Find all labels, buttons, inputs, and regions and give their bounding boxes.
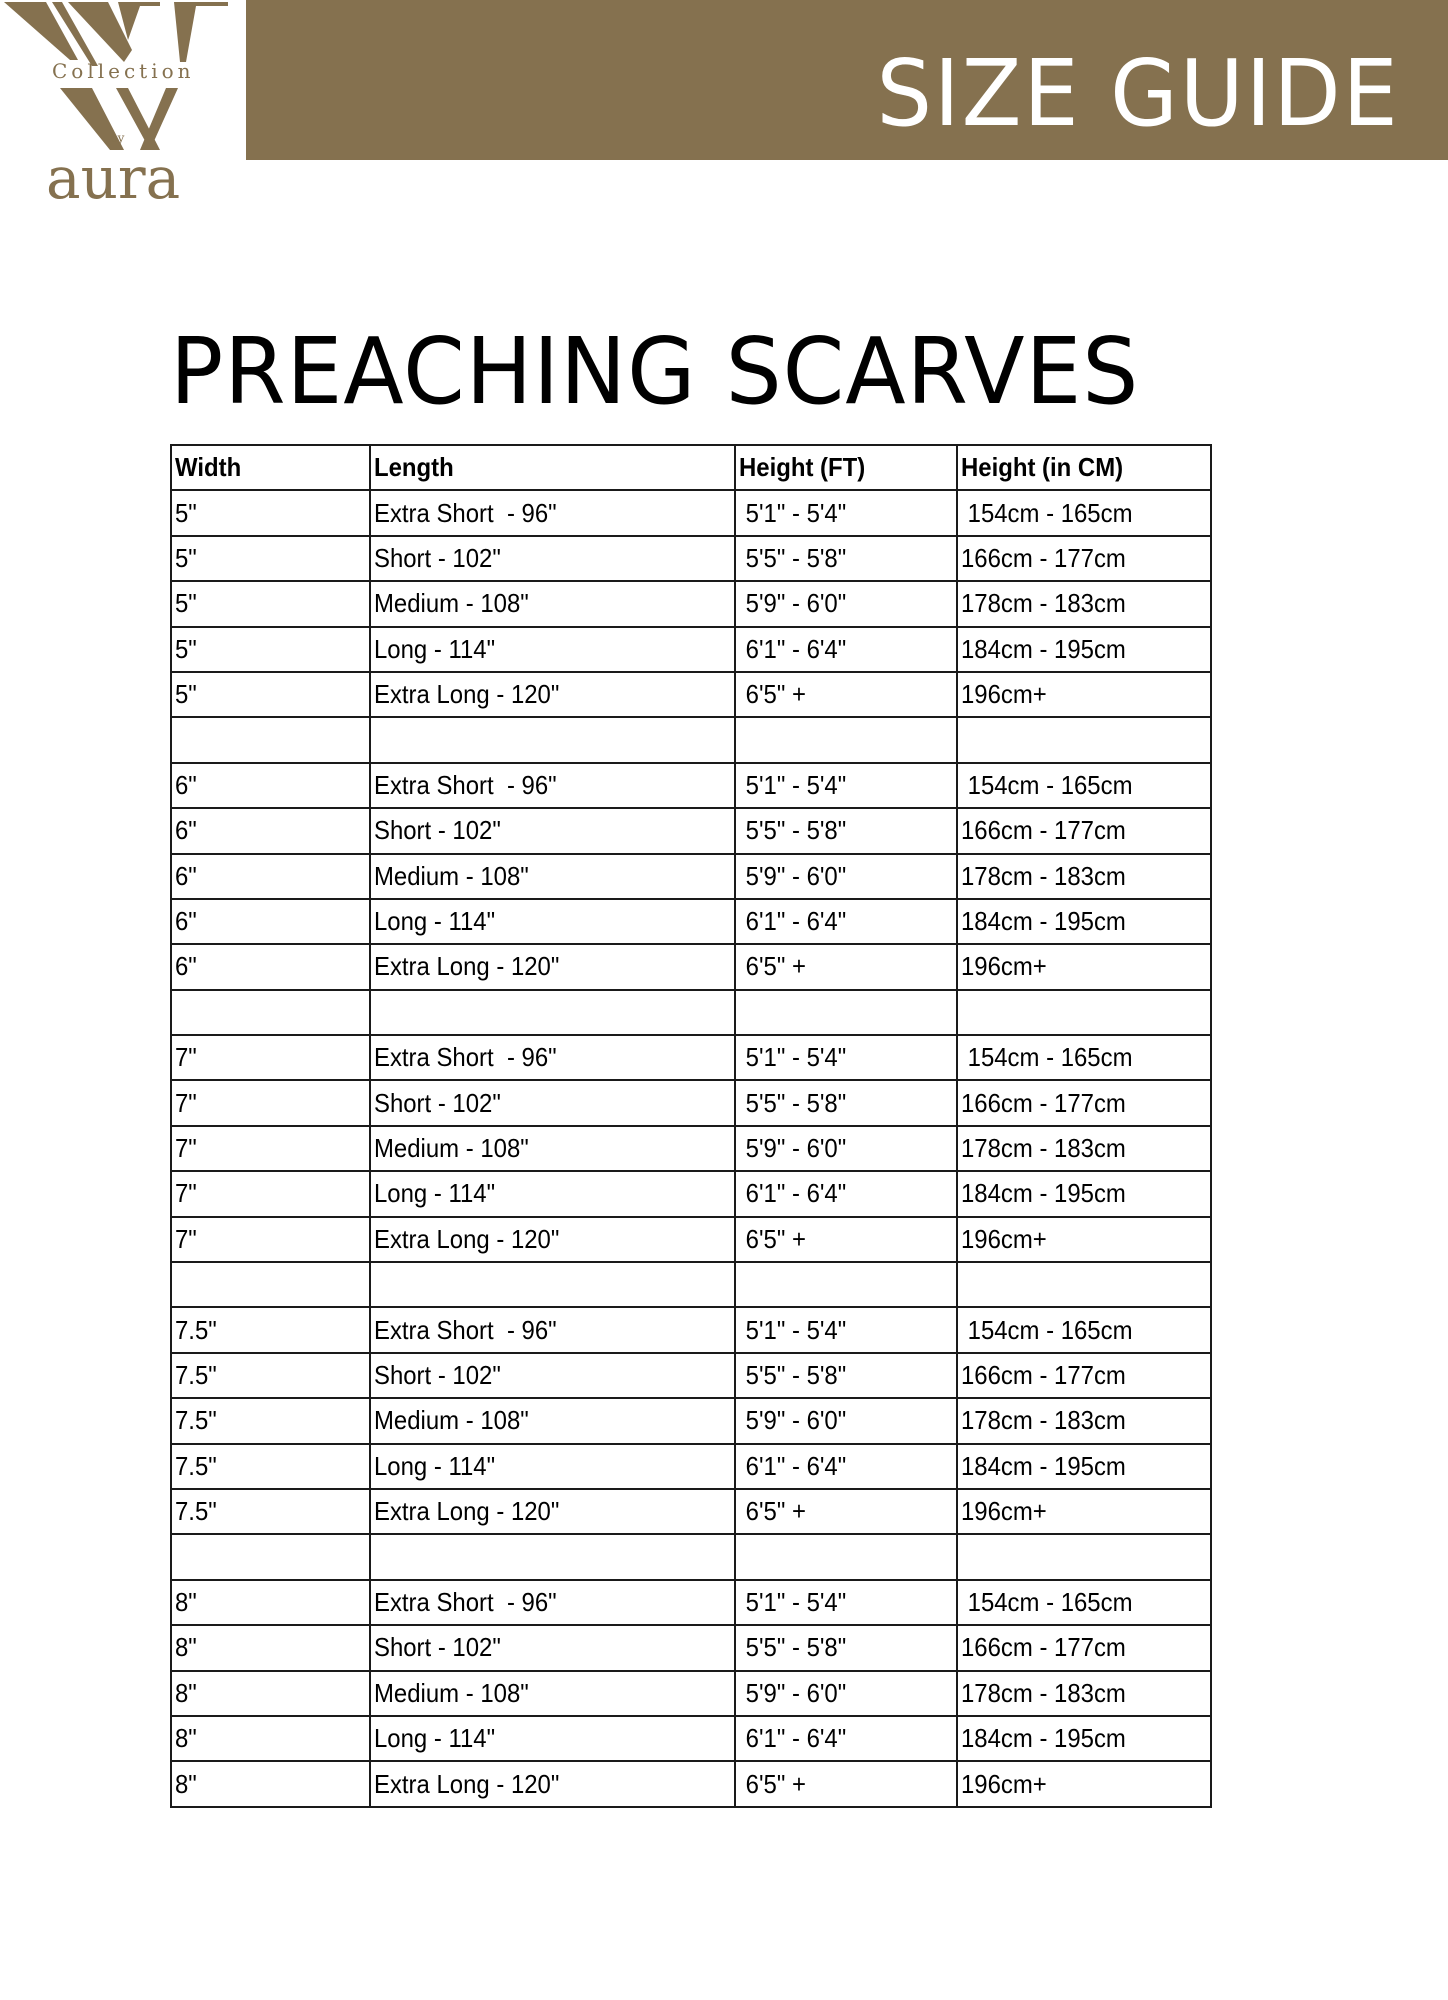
table-spacer-row [171,990,1211,1035]
cell-width: 7.5" [171,1444,370,1489]
cell-length: Long - 114" [370,899,735,944]
cell-height-ft: 5'9" - 6'0" [735,1398,957,1443]
cell-height-cm: 184cm - 195cm [957,1716,1211,1761]
page-title: PREACHING SCARVES [170,318,1140,425]
cell-width: 7.5" [171,1398,370,1443]
cell-height-cm: 154cm - 165cm [957,1580,1211,1625]
table-body [171,490,1211,1806]
cell-height-ft [735,717,957,762]
table-row [171,944,1211,989]
cell-width: 7.5" [171,1489,370,1534]
cell-height-cm: 166cm - 177cm [957,808,1211,853]
cell-height-cm: 196cm+ [957,1489,1211,1534]
cell-height-cm: 178cm - 183cm [957,854,1211,899]
cell-length: Medium - 108" [370,1398,735,1443]
cell-width: 6" [171,944,370,989]
table-row [171,672,1211,717]
cell-length: Medium - 108" [370,581,735,626]
cell-height-ft: 5'1" - 5'4" [735,490,957,535]
cell-width: 8" [171,1580,370,1625]
cell-height-cm: 196cm+ [957,944,1211,989]
table-row [171,1580,1211,1625]
cell-height-cm: 184cm - 195cm [957,899,1211,944]
table-row [171,627,1211,672]
cell-width [171,717,370,762]
cell-height-ft: 5'5" - 5'8" [735,1625,957,1670]
size-table [170,444,1212,1808]
cell-length: Short - 102" [370,808,735,853]
table-row [171,1171,1211,1216]
cell-width: 7" [171,1171,370,1216]
cell-length: Long - 114" [370,1444,735,1489]
cell-height-cm [957,990,1211,1035]
cell-height-ft: 6'5" + [735,944,957,989]
cell-length: Extra Long - 120" [370,944,735,989]
cell-length: Medium - 108" [370,1671,735,1716]
table-row [171,854,1211,899]
cell-length: Extra Long - 120" [370,1489,735,1534]
cell-length: Extra Short - 96" [370,1035,735,1080]
cell-width: 8" [171,1761,370,1806]
cell-length: Medium - 108" [370,1126,735,1171]
cell-width: 7" [171,1217,370,1262]
cell-height-ft: 5'5" - 5'8" [735,1080,957,1125]
table-row [171,1126,1211,1171]
brand-logo [0,0,240,210]
cell-length: Extra Long - 120" [370,1217,735,1262]
header-width: Width [171,445,370,490]
cell-height-cm: 184cm - 195cm [957,1444,1211,1489]
cell-width: 5" [171,536,370,581]
cell-width: 7.5" [171,1307,370,1352]
cell-height-ft [735,990,957,1035]
table-row [171,581,1211,626]
cell-height-ft: 5'1" - 5'4" [735,1580,957,1625]
cell-width: 5" [171,627,370,672]
table-row [171,1489,1211,1534]
header-height-ft: Height (FT) [735,445,957,490]
cell-length: Short - 102" [370,1625,735,1670]
table-row [171,1217,1211,1262]
cell-width: 8" [171,1671,370,1716]
header-banner [246,0,1448,160]
table-row [171,1671,1211,1716]
table-row [171,1035,1211,1080]
cell-length: Extra Short - 96" [370,1580,735,1625]
cell-width: 7" [171,1035,370,1080]
logo-collection-text: Collection [52,59,195,83]
cell-length: Extra Short - 96" [370,763,735,808]
logo-aura-text: aura [46,144,181,210]
cell-height-ft: 5'1" - 5'4" [735,763,957,808]
cell-height-ft: 5'5" - 5'8" [735,536,957,581]
cell-height-ft: 6'1" - 6'4" [735,1444,957,1489]
logo-by-text: by [110,131,125,145]
cell-height-ft: 5'9" - 6'0" [735,854,957,899]
cell-height-cm: 166cm - 177cm [957,1625,1211,1670]
cell-width: 6" [171,808,370,853]
cell-height-ft: 6'1" - 6'4" [735,1171,957,1216]
table-row [171,1080,1211,1125]
cell-width: 6" [171,899,370,944]
cell-width: 5" [171,490,370,535]
table-row [171,1625,1211,1670]
cell-height-cm [957,1534,1211,1579]
cell-height-ft: 5'9" - 6'0" [735,1671,957,1716]
cell-height-cm: 196cm+ [957,1761,1211,1806]
cell-height-ft: 6'5" + [735,1217,957,1262]
table-row [171,1716,1211,1761]
table-spacer-row [171,1262,1211,1307]
banner-title: SIZE GUIDE [876,40,1400,147]
cell-length: Extra Long - 120" [370,1761,735,1806]
cell-length: Medium - 108" [370,854,735,899]
cell-length: Extra Long - 120" [370,672,735,717]
cell-height-cm [957,1262,1211,1307]
cell-height-cm [957,717,1211,762]
table-row [171,1307,1211,1352]
cell-height-ft: 6'5" + [735,1489,957,1534]
cell-height-cm: 154cm - 165cm [957,490,1211,535]
table-row [171,536,1211,581]
cell-height-ft [735,1262,957,1307]
table-row [171,1353,1211,1398]
cell-length: Short - 102" [370,1353,735,1398]
cell-height-cm: 166cm - 177cm [957,536,1211,581]
cell-length: Long - 114" [370,1716,735,1761]
cell-height-ft: 5'5" - 5'8" [735,1353,957,1398]
cell-height-cm: 166cm - 177cm [957,1080,1211,1125]
cell-length [370,990,735,1035]
cell-width: 7.5" [171,1353,370,1398]
table-row [171,808,1211,853]
table-spacer-row [171,1534,1211,1579]
cell-height-cm: 196cm+ [957,672,1211,717]
cell-length [370,717,735,762]
cell-height-cm: 178cm - 183cm [957,1126,1211,1171]
table-row [171,1398,1211,1443]
cell-width: 7" [171,1126,370,1171]
table-row [171,490,1211,535]
cell-width: 5" [171,581,370,626]
cell-height-cm: 184cm - 195cm [957,1171,1211,1216]
cell-height-cm: 166cm - 177cm [957,1353,1211,1398]
cell-length: Short - 102" [370,536,735,581]
table-row [171,1444,1211,1489]
table-row [171,763,1211,808]
cell-length: Long - 114" [370,627,735,672]
cell-width: 5" [171,672,370,717]
cell-height-ft: 5'9" - 6'0" [735,581,957,626]
cell-width: 6" [171,854,370,899]
header-height-cm: Height (in CM) [957,445,1211,490]
cell-length [370,1534,735,1579]
cell-height-ft: 6'1" - 6'4" [735,899,957,944]
cell-width [171,1534,370,1579]
cell-height-ft: 5'9" - 6'0" [735,1126,957,1171]
cell-length [370,1262,735,1307]
cell-height-ft: 6'1" - 6'4" [735,627,957,672]
cell-height-cm: 178cm - 183cm [957,1398,1211,1443]
cell-width: 8" [171,1716,370,1761]
cell-length: Extra Short - 96" [370,1307,735,1352]
cell-height-cm: 154cm - 165cm [957,1307,1211,1352]
cell-height-ft: 5'1" - 5'4" [735,1307,957,1352]
table-spacer-row [171,717,1211,762]
cell-height-cm: 196cm+ [957,1217,1211,1262]
cell-width [171,990,370,1035]
cell-height-ft: 6'5" + [735,672,957,717]
cell-height-ft: 5'1" - 5'4" [735,1035,957,1080]
header-length: Length [370,445,735,490]
table-row [171,1761,1211,1806]
cell-height-cm: 178cm - 183cm [957,581,1211,626]
table-row [171,899,1211,944]
cell-height-cm: 154cm - 165cm [957,1035,1211,1080]
cell-height-cm: 154cm - 165cm [957,763,1211,808]
cell-height-ft: 6'5" + [735,1761,957,1806]
cell-width: 7" [171,1080,370,1125]
cell-width: 6" [171,763,370,808]
cell-length: Extra Short - 96" [370,490,735,535]
cell-height-ft: 6'1" - 6'4" [735,1716,957,1761]
w-collection-logo-icon [0,0,240,210]
cell-width [171,1262,370,1307]
cell-height-cm: 178cm - 183cm [957,1671,1211,1716]
cell-length: Long - 114" [370,1171,735,1216]
cell-height-cm: 184cm - 195cm [957,627,1211,672]
cell-width: 8" [171,1625,370,1670]
cell-length: Short - 102" [370,1080,735,1125]
table-header-row [171,445,1211,490]
cell-height-ft [735,1534,957,1579]
cell-height-ft: 5'5" - 5'8" [735,808,957,853]
